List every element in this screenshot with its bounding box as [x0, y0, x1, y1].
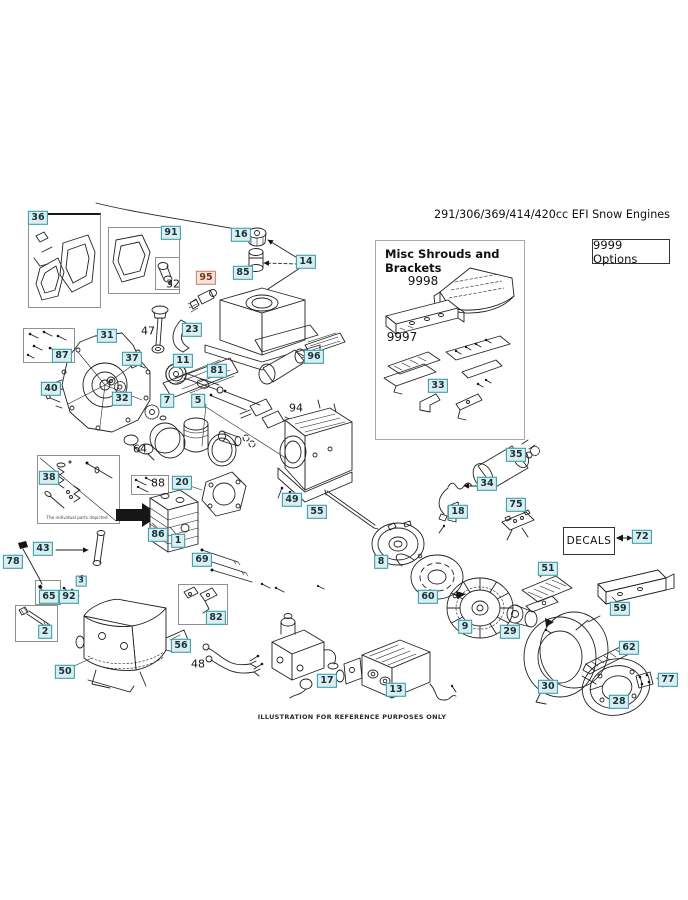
- callout-29: 29: [500, 625, 520, 639]
- shield-plate-51-drawing: [522, 573, 572, 612]
- callout-69: 69: [192, 553, 212, 567]
- callout-17: 17: [317, 674, 337, 688]
- callout-7: 7: [160, 394, 174, 408]
- box38-fine-print: The individual parts depicted: [46, 515, 108, 520]
- callout-5: 5: [191, 394, 205, 408]
- callout-49: 49: [282, 493, 302, 507]
- part-label-9997: 9997: [386, 330, 418, 344]
- gasket-set-drawing: [34, 232, 95, 300]
- small-fasteners-40: [46, 395, 62, 409]
- callout-8: 8: [374, 555, 388, 569]
- callout-18: 18: [448, 505, 468, 519]
- callout-65: 65: [39, 590, 59, 604]
- misc-shrouds-title: Misc Shrouds and Brackets: [385, 247, 500, 275]
- muffler-drawing: [74, 599, 166, 692]
- callout-35: 35: [506, 448, 526, 462]
- part-label-48: 48: [191, 657, 205, 671]
- gasket-91-drawing: [113, 235, 172, 285]
- callout-91: 91: [161, 226, 181, 240]
- callout-55: 55: [307, 505, 327, 519]
- misc-lower-shroud-drawing: [386, 300, 464, 334]
- callout-92: 92: [59, 590, 79, 604]
- channel-bracket-59-drawing: [598, 570, 674, 604]
- bracket-82-drawing: [184, 587, 217, 613]
- callout-75: 75: [506, 498, 526, 512]
- engine-block-drawing: [278, 400, 352, 502]
- callout-33: 33: [428, 379, 448, 393]
- callout-86: 86: [148, 528, 168, 542]
- callout-85: 85: [233, 266, 253, 280]
- part-label-32: 32: [166, 277, 180, 291]
- callout-31: 31: [97, 329, 117, 343]
- callout-9: 9: [458, 620, 472, 634]
- callout-60: 60: [418, 590, 438, 604]
- callout-30: 30: [538, 680, 558, 694]
- callout-23: 23: [182, 323, 202, 337]
- callout-37: 37: [122, 352, 142, 366]
- options-box: [592, 239, 670, 264]
- part-label-47: 47: [141, 324, 155, 338]
- callout-96: 96: [304, 350, 324, 364]
- part-label-9998: 9998: [407, 274, 439, 288]
- callout-40: 40: [41, 382, 61, 396]
- callout-34: 34: [477, 477, 497, 491]
- callout-51: 51: [538, 562, 558, 576]
- callout-14: 14: [296, 255, 316, 269]
- part-label-94: 94: [289, 401, 303, 415]
- decals-arrowhead: [616, 535, 623, 542]
- callout-77: 77: [658, 673, 678, 687]
- callout-3: 3: [76, 576, 87, 587]
- callout-81: 81: [207, 364, 227, 378]
- page-title: 291/306/369/414/420cc EFI Snow Engines: [434, 208, 670, 221]
- blower-housing-drawing: [524, 612, 608, 704]
- decals-box: [563, 527, 615, 555]
- misc-small-brackets-drawing: [420, 394, 482, 420]
- oil-sensor-drawing: [188, 290, 217, 313]
- callout-87: 87: [52, 349, 72, 363]
- part-label-64: 64: [133, 442, 147, 456]
- options-label: 9999 Options: [593, 237, 638, 266]
- callout-11: 11: [173, 354, 193, 368]
- callout-43: 43: [33, 542, 53, 556]
- callout-78: 78: [3, 555, 23, 569]
- callout-1: 1: [171, 534, 185, 548]
- callout-2: 2: [38, 625, 52, 639]
- callout-72: 72: [632, 530, 652, 544]
- brush-plate-drawing: [502, 510, 534, 540]
- pushrod-drawing: [56, 531, 105, 566]
- rod-55-drawing: [325, 490, 378, 529]
- part-label-88: 88: [151, 476, 165, 490]
- decals-label: DECALS: [566, 535, 612, 547]
- callout-50: 50: [55, 665, 75, 679]
- callout-38: 38: [39, 471, 59, 485]
- callout-32: 32: [112, 392, 132, 406]
- valve-train-drawing: [40, 458, 116, 521]
- callout-13: 13: [386, 683, 406, 697]
- misc-bolt-plate-drawing: [446, 336, 510, 387]
- callout-56: 56: [171, 639, 191, 653]
- callout-28: 28: [609, 695, 629, 709]
- callout-16: 16: [231, 228, 251, 242]
- callout-62: 62: [619, 641, 639, 655]
- callout-20: 20: [172, 476, 192, 490]
- footer-note: ILLUSTRATION FOR REFERENCE PURPOSES ONLY: [257, 713, 447, 721]
- callout-36: 36: [28, 211, 48, 225]
- callout-95: 95: [196, 271, 216, 285]
- head-bolts-drawing: [201, 549, 325, 593]
- callout-59: 59: [610, 602, 630, 616]
- callout-82: 82: [206, 611, 226, 625]
- fuel-tank-drawing: [163, 288, 320, 398]
